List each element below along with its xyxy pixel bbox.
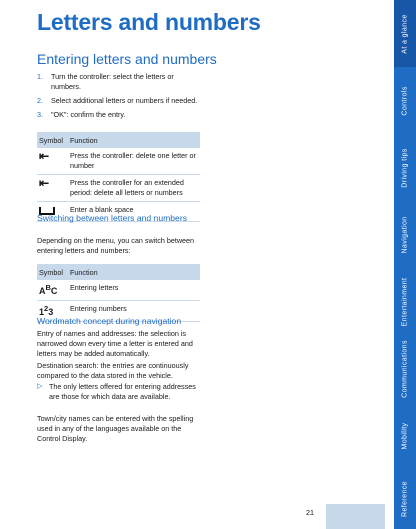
tab-label: Reference [401,481,409,517]
note-bullet [37,382,202,402]
column-header: Function [68,132,200,148]
tab-label: At a glance [401,13,409,54]
table-cell: Press the controller: delete one letter or number [68,148,200,175]
letters-icon: $A^BC$ [39,283,58,296]
step-text: Select additional letters or numbers if needed. [51,96,198,105]
page-number: 21 [306,508,314,517]
table-row [37,175,200,202]
tab-label: Communications [401,339,409,398]
bullet-text: The only letters offered for entering addresses are those for which data are available. [49,382,196,401]
steps-list [37,72,202,124]
table-header [37,264,200,280]
tab-at-a-glance[interactable] [394,0,416,69]
symbol-table [37,264,200,322]
tab-controls[interactable] [394,67,416,136]
switching-text: Depending on the menu, you can switch between entering letters and numbers: [37,236,195,255]
tab-label: Navigation [401,215,409,254]
tab-label: Controls [401,85,409,116]
table-cell: Enter a blank space [68,202,200,222]
list-item [37,96,202,106]
column-header: Function [68,264,200,280]
step-text: "OK": confirm the entry. [51,110,126,119]
tab-label: Driving tips [401,147,409,188]
step-number: 1. [37,72,43,81]
column-header: Symbol [37,132,68,148]
list-item [37,72,202,92]
tab-communications[interactable] [394,335,416,404]
tab-reference[interactable] [394,469,416,529]
table-cell: Press the controller for an extended period: delete all letters or numbers [68,175,200,202]
backspace-icon: ⇤ [39,149,50,163]
table-header [37,132,200,148]
tab-entertainment[interactable] [394,268,416,337]
step-text: Turn the controller: select the letters or numbers. [51,72,174,91]
symbol-table [37,132,200,222]
tab-navigation[interactable] [394,201,416,270]
step-number: 3. [37,110,43,119]
switching-title: Switching between letters and numbers [37,213,187,223]
wordmatch-para1: Entry of names and addresses: the selection is narrowed down every time a letter is entered and letters may be added automatically. [37,329,193,358]
page-title: Letters and numbers [37,9,261,35]
numbers-icon: $1^23$ [39,304,54,317]
table-row [37,280,200,301]
section-title: Entering letters and numbers [37,51,217,67]
column-header: Symbol [37,264,68,280]
wordmatch-para2: Destination search: the entries are continuously compared to the data stored in the vehicle. [37,361,189,380]
tab-driving-tips[interactable] [394,134,416,203]
table-row [37,148,200,175]
triangle-bullet-icon: ▷ [37,383,43,390]
wordmatch-para3: Town/city names can be entered with the spelling used in any of the languages available on the Control Display. [37,414,194,443]
step-number: 2. [37,96,43,105]
tab-mobility[interactable] [394,402,416,471]
table-cell: Entering numbers [68,301,200,322]
chapter-tabs [394,0,416,529]
table-cell: Entering letters [68,280,200,301]
tab-label: Mobility [401,422,409,449]
footer-bar [326,504,385,529]
backspace-icon: ⇤ [39,176,50,190]
tab-label: Entertainment [401,277,409,326]
list-item [37,110,202,120]
wordmatch-title: Wordmatch concept during navigation [37,316,182,326]
